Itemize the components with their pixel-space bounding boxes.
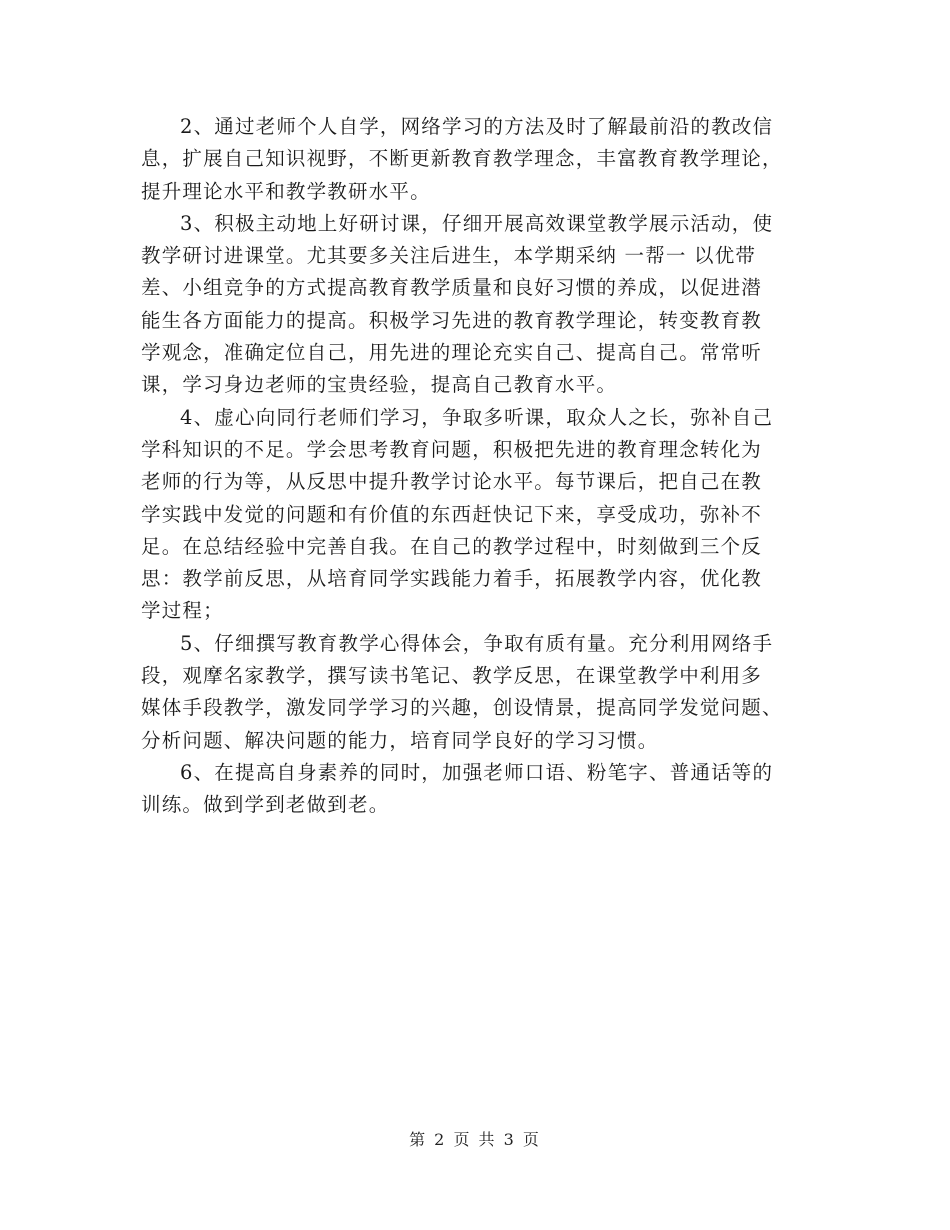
text-line: 分析问题、解决问题的能力，培育同学良好的学习习惯。 — [141, 728, 659, 752]
text-line: 差、小组竞争的方式提高教育教学质量和良好习惯的养成，以促进潜 — [141, 276, 763, 300]
text-line: 5、仔细撰写教育教学心得体会，争取有质有量。充分利用网络手 — [180, 631, 774, 655]
paragraph — [141, 628, 811, 757]
text-line: 息，扩展自己知识视野，不断更新教育教学理念，丰富教育教学理论， — [141, 147, 783, 171]
text-line: 学实践中发觉的问题和有价值的东西赶快记下来，享受成功，弥补不 — [141, 502, 763, 526]
text-line: 教学研讨进课堂。尤其要多关注后进生，本学期采纳 一帮一 以优带 — [141, 244, 757, 268]
text-line: 老师的行为等，从反思中提升教学讨论水平。每节课后，把自己在教 — [141, 470, 763, 494]
paragraph — [141, 757, 811, 822]
paragraph — [141, 208, 811, 402]
text-line: 足。在总结经验中完善自我。在自己的教学过程中，时刻做到三个反 — [141, 534, 763, 558]
text-line: 学过程； — [141, 599, 224, 623]
text-line: 6、在提高自身素养的同时，加强老师口语、粉笔字、普通话等的 — [180, 760, 774, 784]
text-line: 思：教学前反思，从培育同学实践能力着手，拓展教学内容，优化教 — [141, 567, 763, 591]
text-line: 学科知识的不足。学会思考教育问题，积极把先进的教育理念转化为 — [141, 437, 763, 461]
text-line: 课，学习身边老师的宝贵经验，提高自己教育水平。 — [141, 373, 618, 397]
paragraph — [141, 111, 811, 208]
page-number-footer: 第 2 页 共 3 页 — [409, 1130, 541, 1149]
paragraph — [141, 402, 811, 628]
text-line: 提升理论水平和教学教研水平。 — [141, 179, 431, 203]
text-line: 段，观摩名家教学，撰写读书笔记、教学反思，在课堂教学中利用多 — [141, 664, 763, 688]
document-body — [141, 111, 811, 822]
text-line: 4、虚心向同行老师们学习，争取多听课，取众人之长，弥补自己 — [180, 405, 774, 429]
text-line: 能生各方面能力的提高。积极学习先进的教育教学理论，转变教育教 — [141, 308, 763, 332]
text-line: 训练。做到学到老做到老。 — [141, 793, 390, 817]
text-line: 学观念，准确定位自己，用先进的理论充实自己、提高自己。常常听 — [141, 341, 763, 365]
text-line: 媒体手段教学，激发同学学习的兴趣，创设情景，提高同学发觉问题、 — [141, 696, 783, 720]
text-line: 3、积极主动地上好研讨课，仔细开展高效课堂教学展示活动，使 — [180, 211, 774, 235]
text-line: 2、通过老师个人自学，网络学习的方法及时了解最前沿的教改信 — [180, 115, 774, 138]
